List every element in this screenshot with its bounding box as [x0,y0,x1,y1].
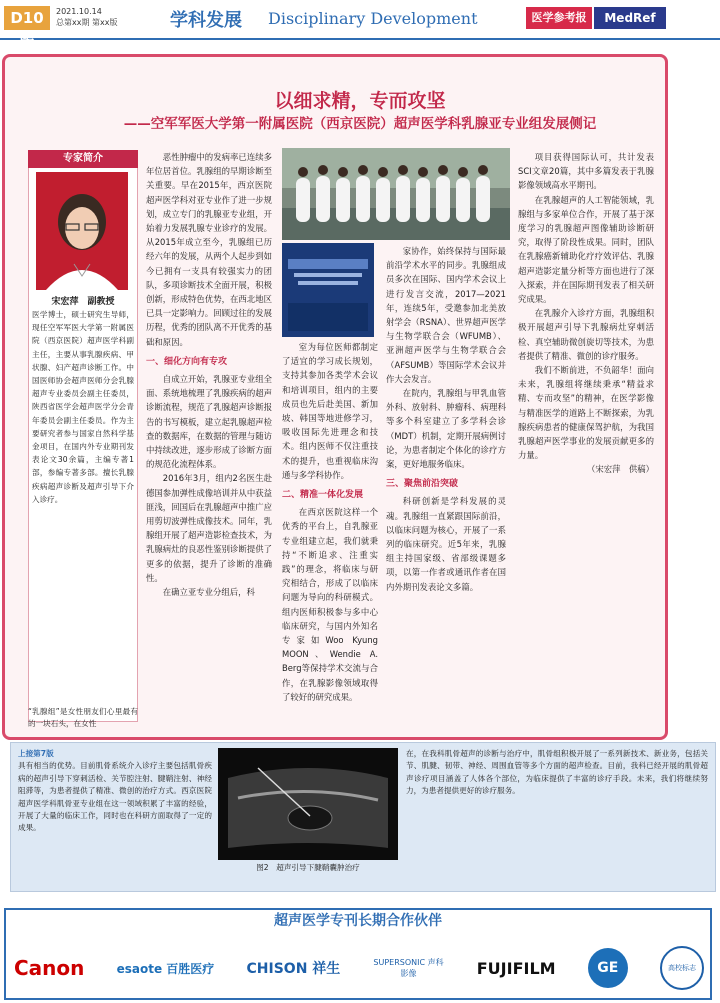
continued-label: 上接第7版 [18,749,54,758]
section-title-cn: 学科发展 [170,10,242,31]
paragraph: 在西京医院这样一个优秀的平台上，自乳腺亚专业组建立起，我们就秉持“不断追求、注重实践”的理念，将临床与研究相结合，形成了以临床问题为导向的科研模式。组内医师积极参与多中心临床研究，与国内外知名专家如Woo Kyung MOON、Wendie A. Berg等保持学术交流与合作，在乳腺影像领域取得了较好的研究成果。 [282,507,378,702]
section-heading: 一、细化方向有专攻 [146,356,228,367]
logo-ge: GE [588,948,628,988]
continued-column-1 [18,748,212,886]
paragraph: 在确立亚专业分组后，科 [162,587,255,598]
paragraph: 我们不断前进，不负韶华！面向未来，乳腺组将继续秉承“精益求精、专而攻坚”的精神，在医学影像与精准医学的道路上不断探索，为乳腺疾病患者的健康保驾护航，为我国乳腺超声医学事业的发展贡献更多的力量。 [518,365,654,461]
ultrasound-image [218,748,398,860]
paragraph: 项目获得国际认可，共计发表SCI文章20篇，其中多篇发表于乳腺影像领域高水平期刊。 [518,152,654,191]
partner-logos [14,944,704,992]
paragraph: 科研创新是学科发展的灵魂。乳腺组一直紧跟国际前沿，以临床问题为核心，开展了一系列的临床研究。近5年来，乳腺组主持国家级、省部级课题多项，以第一作者或通讯作者在国内外期刊发表论文多篇。 [386,496,506,592]
partners-title: 超声医学专刊长期合作伙伴 [274,913,442,929]
article-column-1 [146,150,272,730]
paragraph: 自成立开始，乳腺亚专业组全面、系统地梳理了乳腺疾病的超声诊断流程，规范了乳腺超声诊断报告的书写模板，建立起乳腺超声检查的数据库，在数据的管理与随访中持续改进，逐步形成了诊断方面的规范化流程体系。 [146,374,272,470]
article-column-2 [282,340,378,730]
paragraph: 具有相当的优势。目前肌骨系统介入诊疗主要包括肌骨疾病的超声引导下穿刺活检、关节腔注射、腱鞘注射、神经阻滞等，为患者提供了精准、微创的治疗方式。西京医院超声医学科肌骨亚专业组在这一领域积累了丰富的经验，开展了大量的临床工作，同时也在科研方面取得了一定的成果。 [18,761,212,833]
portrait-image [36,172,128,290]
logo-supersonic: SUPERSONIC 声科影像 [373,958,444,978]
expert-bio: 医学博士，硕士研究生导师，现任空军军医大学第一附属医院（西京医院）超声医学科副主任，主要从事乳腺疾病、甲状腺、妇产超声诊断工作。中国医师协会超声医师分会乳腺超声专业委员会副主任委员，陕西省医学会超声医学分会青年委员会副主任委员。作为主要研究者参与国家自然科学基金项目，在国内外专业期刊发表论文30余篇，主编专著1部，参编专著多部。擅长乳腺疾病超声诊断及超声引导下介入诊疗。 [32,310,134,504]
article-title: 以细求精，专而攻坚 [274,90,446,112]
expert-heading: 专家简介 [28,150,138,168]
brand-cn-logo: 医学参考报 [526,7,592,29]
article-column-3 [386,244,506,730]
paragraph: 在院内，乳腺组与甲乳血管外科、放射科、肿瘤科、病理科等多个科室建立了多学科会诊（MDT）机制，定期开展病例讨论，为患者制定个体化的诊疗方案，更好地服务临床。 [386,388,506,470]
paragraph: 家协作，始终保持与国际最前沿学术水平的同步。乳腺组成员多次在国际、国内学术会议上进行发言交流，2017—2021年，连续5年，受邀参加北美放射学会（RSNA）、世界超声医学与生物学联合会（WFUMB）、亚洲超声医学与生物学联合会（AFSUMB）等国际学术会议并作大会发言。 [386,246,506,384]
edition-info: 总第xx期 第xx版 [56,18,118,27]
figure-caption: 图2 超声引导下腱鞘囊肿治疗 [256,863,360,872]
logo-university: 高校标志 [660,946,704,990]
continued-column-2: 在，在我科肌骨超声的诊断与治疗中，肌骨组积极开展了一系列新技术、新业务，包括关节、肌腱、韧带、神经、周围血管等多个方面的超声检查。目前，我科已经开展的肌骨超声诊疗项目涵盖了人体各个部位，为临床提供了丰富的诊疗手段。未来，我们将继续努力，为患者提供更好的诊疗服务。 [406,749,708,796]
team-photo [282,148,510,240]
article-column-4 [518,150,654,730]
logo-canon: Canon [14,956,85,980]
section-heading: 二、精准一体化发展 [282,490,364,501]
issue-date-text: 2021.10.14 [56,7,102,16]
issue-date [56,6,117,28]
section-heading: 三、聚焦前沿突破 [386,479,459,490]
paragraph: 2016年3月，组内2名医生赴德国参加弹性成像培训并从中获益匪浅，回国后在乳腺超声中推广应用剪切波弹性成像技术。同年，乳腺组开展了超声造影检查技术，为乳腺病灶的良恶性鉴别诊断提供了更多的依据，提升了诊断的准确性。 [146,473,272,583]
section-title-en: Disciplinary Development [268,9,478,28]
expert-caption: “乳腺组”是女性朋友们心里最有的一块石头，在女性 [28,707,138,728]
paragraph: 恶性肿瘤中的发病率已连续多年位居首位。乳腺组的早期诊断至关重要。早在2015年，西京医院超声医学科对亚专业作了进一步规划，成立专门的乳腺亚专业组，开始着力发展乳腺专业诊疗的发展。从2015年成立至今，乳腺组已历经六年的发展，从两个人起步到如今已拥有一支具有较强实力的团队，多项诊断技术全面开展，积极创新，形成特色优势，在西北地区已具一定影响力。回顾过往的发展历程，优秀的团队离不开优秀的基础和原因。 [146,152,272,347]
logo-chison: CHISON 祥生 [246,961,341,977]
logo-fujifilm: FUJIFILM [476,958,556,978]
paragraph: 在乳腺超声的人工智能领域，乳腺组与多家单位合作，开展了基于深度学习的乳腺超声图像辅助诊断研究，取得了阶段性成果。同时，团队在乳腺癌新辅助化疗疗效评估、乳腺超声造影定量分析等方面也进行了深入探索，并在国际期刊发表了相关研究成果。 [518,194,654,305]
conference-photo-image [282,243,374,337]
paragraph: 在乳腺介入诊疗方面，乳腺组积极开展超声引导下乳腺病灶穿刺活检、真空辅助微创旋切等技术，为患者提供了精准、微创的诊疗服务。 [518,308,654,361]
paragraph: 室为每位医师都制定了适宜的学习成长规划，支持其参加各类学术会议和培训项目，组内的主要成员也先后赴美国、新加坡、韩国等地进修学习，吸收国际先进理念和技术。组内医师不仅注重技术的提升，也重视临床沟通与多学科协作。 [282,342,378,480]
page-number: D10版 [4,6,50,30]
ultrasound-figure [218,748,398,860]
logo-esaote: esaote 百胜医疗 [116,961,215,976]
expert-portrait [36,172,128,290]
conference-photo [282,243,374,337]
article-subtitle: ——空军军医大学第一附属医院（西京医院）超声医学科乳腺亚专业组发展侧记 [123,116,597,132]
expert-name: 宋宏萍 副教授 [51,297,115,307]
author-credit: （宋宏萍 供稿） [587,464,654,475]
team-photo-image [282,148,510,240]
brand-en-logo: MedRef [594,7,666,29]
